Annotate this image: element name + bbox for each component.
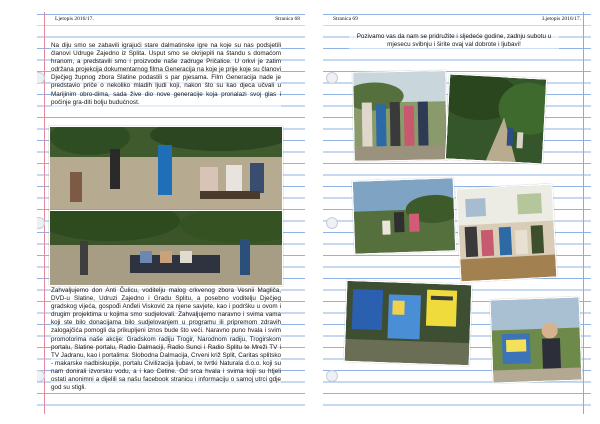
photo-posters-display xyxy=(344,280,473,366)
right-page-header-title: Ljetopis 2016/17. xyxy=(542,16,581,22)
right-page-number: Stranica 69 xyxy=(333,16,358,22)
left-page xyxy=(37,12,305,414)
left-page-number: Stranica 68 xyxy=(275,16,300,22)
left-page-margin-line xyxy=(44,12,45,414)
right-page xyxy=(323,12,591,414)
intro-paragraph xyxy=(51,42,281,107)
left-page-header-title: Ljetopis 2016/17. xyxy=(55,16,94,22)
photo-children-playing-games xyxy=(49,126,283,211)
binder-hole xyxy=(326,217,338,229)
photo-group-outdoors xyxy=(352,70,448,162)
photo-seaside-picnic xyxy=(352,177,457,255)
binder-hole xyxy=(326,72,338,84)
invite-text: Pozivamo vas da nam se pridružite i sljedeće godine, zadnju subotu u mjesecu svibnju i širite ovaj val dobrote i ljubavi! xyxy=(356,33,552,49)
photo-child-with-poster xyxy=(490,296,583,383)
photo-market-stand xyxy=(49,210,283,286)
photo-indoor-group xyxy=(456,184,558,283)
intro-text: Na diju smo se zabavili igrajući stare dalmatinske igre na koje su nas podsjetili članovi Udruge Zajedno iz Splita. Usput smo se okrijepili na štandu s domaćom hranom, a predstavili smo i proizvode naše zadruge Pričalice. U orkvi je zatim održana projekcija dokumentarnog filma Generacija na koje je prije koje su članovi Dječjeg župnog zbora Slatine podastili s par pjesama. Film Generacija nade je predstavio priče o nekoliko mladih ljudi koji, nakon što su kao djeca učvali u Marijinim obro-dima, sada žive dio nove generacije koja pronalazi svoj glas i počinje gra-diti bolju budućnost. xyxy=(51,42,281,106)
right-page-margin-line xyxy=(583,12,584,414)
photo-forest-path xyxy=(445,73,547,164)
binder-hole xyxy=(326,370,338,382)
thanks-text: Zahvaljujemo don Anti Čulicu, voditelju malog crkvenog zbora Vesnii Magliča, DVD-u Slatine, Udruzi Zajedno i Gradu Splitu, a posebno voditelju Dječjeg gradskog vijeća, gospođi Anđeli Visković za njene savjete, kao i podršku u ovom i drugim projektima u kojima smo sudjelovali. Zahvaljujemo naravno i svima vama koji ste bilo donacijama bilo sudjelovanjem u programu ili pripremom zdravih zalogajčića pomogli da prikupljeni iznos bude što veći. Naravno puno hvala i svim promotorima naše akcije: Gradskom radiju Trogir, Narodnom radiju, Trogirskom portalu, Slatine portalu, Radio Dalmaciji, Radio Sunci i Radio Splitu te Mreži TV i TV Jadranu, kao i portalima: Slobodna Dalmacija, Crveni križ Split, Caritas splitsko - makarske nadbiskupije, portalu Civilizacija ljubavi, te tvrtki Naturala d.o.o. koji su nam donirali izvorsku vodu, a i kao Cetine. Od srca hvala i svima koji su htjeli ostati anonimni a dijelili sa našu facebook stranicu i informaciju o samoj utrci gdje god su stigli. xyxy=(51,287,281,392)
thanks-paragraph xyxy=(51,287,281,392)
invite-paragraph xyxy=(349,33,559,49)
